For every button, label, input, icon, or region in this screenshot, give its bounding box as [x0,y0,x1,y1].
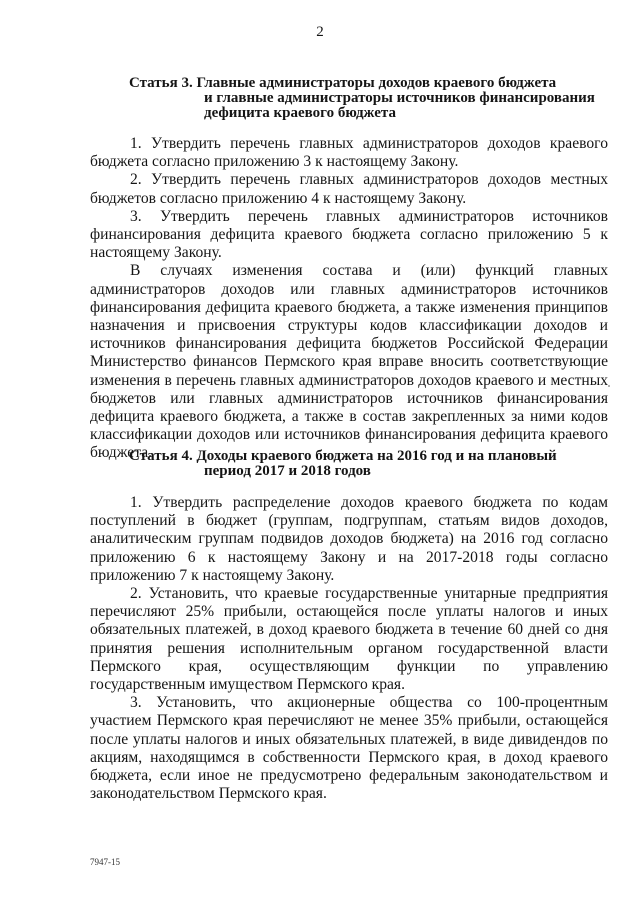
paragraph: 2. Утвердить перечень главных администраторов доходов местных бюджетов согласно приложению 4 к настоящему Закону. [90,171,608,207]
paragraph: 1. Утвердить перечень главных администраторов доходов краевого бюджета согласно приложению 3 к настоящему Закону. [90,135,608,171]
article-3-heading [129,76,595,121]
paragraph: 1. Утвердить распределение доходов краевого бюджета по кодам поступлений в бюджет (группам, подгруппам, статьям видов доходов, аналитическим группам подвидов доходов бюджета) на 2016 год согласно приложению 6 к настоящему Закону и на 2017-2018 годы согласно приложению 7 к настоящему Закону. [90,494,608,584]
footer-code: 7947-15 [90,857,120,867]
article-4-body [90,494,608,803]
paragraph: 3. Установить, что акционерные общества со 100-процентным участием Пермского края перечисляют не менее 35% прибыли, остающейся после уплаты налогов и иных обязательных платежей, в виде дивидендов по акциям, находящимся в собственности Пермского края, в доход краевого бюджета, если иное не предусмотрено федеральным законодательством и законодательством Пермского края. [90,694,608,803]
heading-line: Статья 3. Главные администраторы доходов краевого бюджета [129,75,557,91]
page-number: 2 [316,24,324,40]
scan-speck [608,385,610,387]
paragraph: 2. Установить, что краевые государственные унитарные предприятия перечисляют 25% прибыли, остающейся после уплаты налогов и иных обязательных платежей, в доход краевого бюджета в течение 60 дней со дня принятия решения исполнительным органом государственной власти Пермского края, осуществляющим функции по управлению государственным имуществом Пермского края. [90,585,608,694]
heading-line: и главные администраторы источников финансирования [204,90,595,106]
article-3-body [90,135,608,463]
paragraph: 3. Утвердить перечень главных администраторов источников финансирования дефицита краевого бюджета согласно приложению 5 к настоящему Закону. [90,207,608,262]
article-4-heading [129,449,557,479]
heading-line: Статья 4. Доходы краевого бюджета на 2016 год и на плановый [129,448,557,464]
heading-line: дефицита краевого бюджета [204,105,396,121]
heading-line: период 2017 и 2018 годов [204,463,371,479]
paragraph: В случаях изменения состава и (или) функций главных администраторов доходов или главных администраторов источников финансирования дефицита краевого бюджета, а также изменения принципов назначения и присвоения структуры кодов классификации доходов и источников финансирования дефицита бюджетов Российской Федерации Министерство финансов Пермского края вправе вносить соответствующие изменения в перечень главных администраторов доходов краевого и местных бюджетов или главных администраторов источников финансирования дефицита краевого бюджета, а также в состав закрепленных за ними кодов классификации доходов или источников финансирования дефицита краевого бюджета. [90,262,608,462]
